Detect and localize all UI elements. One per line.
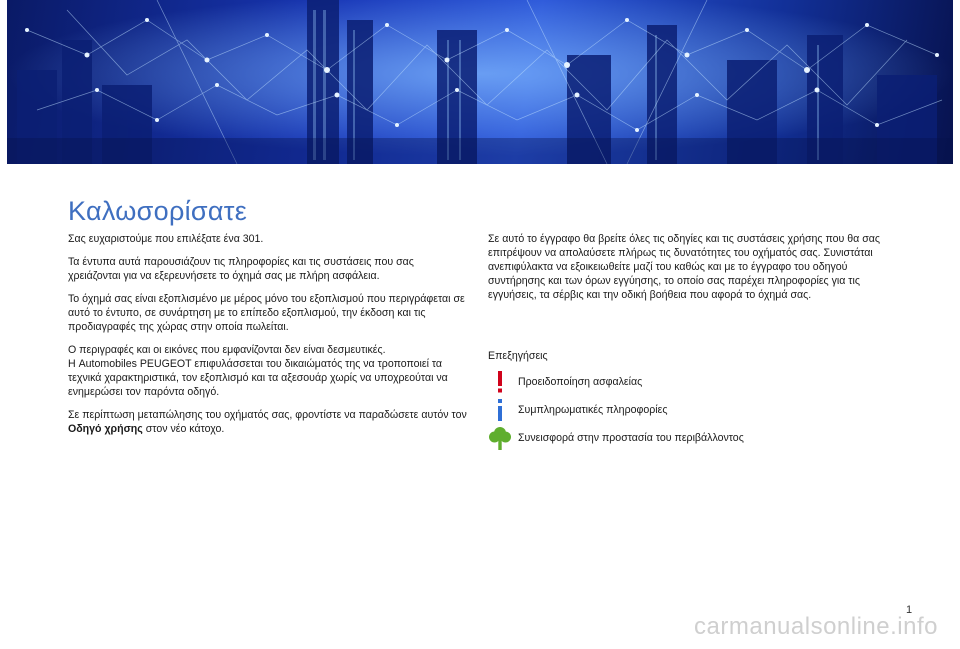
left-column xyxy=(68,232,468,445)
legend-item-environment xyxy=(488,430,868,446)
usage-paragraph: Σε αυτό το έγγραφο θα βρείτε όλες τις οδηγίες και τις συστάσεις χρήσης που θα σας επιτρέψουν να απολαύσετε πλήρως τις δυνατότητες του οχήματός σας. Συνιστάται ανεπιφύλακτα να εξοικειωθείτε μαζί του καθώς και με το έγγραφο του οδηγού συντήρησης και των όρων εγγύησης, το οποίο σας παρέχει πληροφορίες για τις εγγυήσεις, τα σέρβις και την οδική βοήθεια που αφορά το όχημά σας. xyxy=(488,233,880,301)
legend-item-info xyxy=(488,402,868,418)
disclaimer-line-2: Η Automobiles PEUGEOT επιφυλάσσεται του δικαιώματός της να τροποποιεί τα τεχνικά χαρακτηριστικά, τον εξοπλισμό και τα αξεσουάρ χωρίς να υποχρεούται να ενημερώσει τον παρόντα οδηγό. xyxy=(68,358,448,398)
resale-text-before: Σε περίπτωση μεταπώλησης του οχήματός σας, φροντίστε να παραδώσετε αυτόν τον xyxy=(68,409,467,421)
resale-paragraph xyxy=(68,408,468,436)
legend-label-environment: Συνεισφορά στην προστασία του περιβάλλοντος xyxy=(518,432,744,444)
equipment-paragraph: Το όχημά σας είναι εξοπλισμένο με μέρος μόνο του εξοπλισμού που περιγράφεται σε αυτό το έντυπο, σε συνάρτηση με το επίπεδο εξοπλισμού, την έκδοση και τις προδιαγραφές της χώρας στην οποία πωλείται. xyxy=(68,293,465,333)
resale-text-after: στον νέο κάτοχο. xyxy=(142,423,225,435)
page-title: Καλωσορίσατε xyxy=(68,196,248,226)
page-number: 1 xyxy=(906,604,913,616)
disclaimer-paragraph xyxy=(68,343,468,399)
legend-title: Επεξηγήσεις xyxy=(488,350,548,362)
legend-item-safety xyxy=(488,374,868,390)
intro-paragraph: Σας ευχαριστούμε που επιλέξατε ένα 301. xyxy=(68,233,264,245)
info-icon xyxy=(488,398,512,422)
info-paragraph: Τα έντυπα αυτά παρουσιάζουν τις πληροφορίες και τις συστάσεις που σας χρειάζονται για να εξερευνήσετε το όχημά σας με πλήρη ασφάλεια. xyxy=(68,256,414,282)
right-column xyxy=(488,232,888,311)
watermark: carmanualsonline.info xyxy=(694,613,938,640)
disclaimer-line-1: Ο περιγραφές και οι εικόνες που εμφανίζονται δεν είναι δεσμευτικές. xyxy=(68,344,386,356)
tree-icon xyxy=(488,426,512,450)
legend-section xyxy=(488,350,868,458)
exclamation-icon xyxy=(488,370,512,394)
legend-label-info: Συμπληρωματικές πληροφορίες xyxy=(518,404,668,416)
city-network-graphic xyxy=(7,0,953,164)
handbook-bold-label: Οδηγό χρήσης xyxy=(68,423,143,435)
header-banner-image xyxy=(7,0,953,164)
legend-label-safety: Προειδοποίηση ασφαλείας xyxy=(518,376,643,388)
